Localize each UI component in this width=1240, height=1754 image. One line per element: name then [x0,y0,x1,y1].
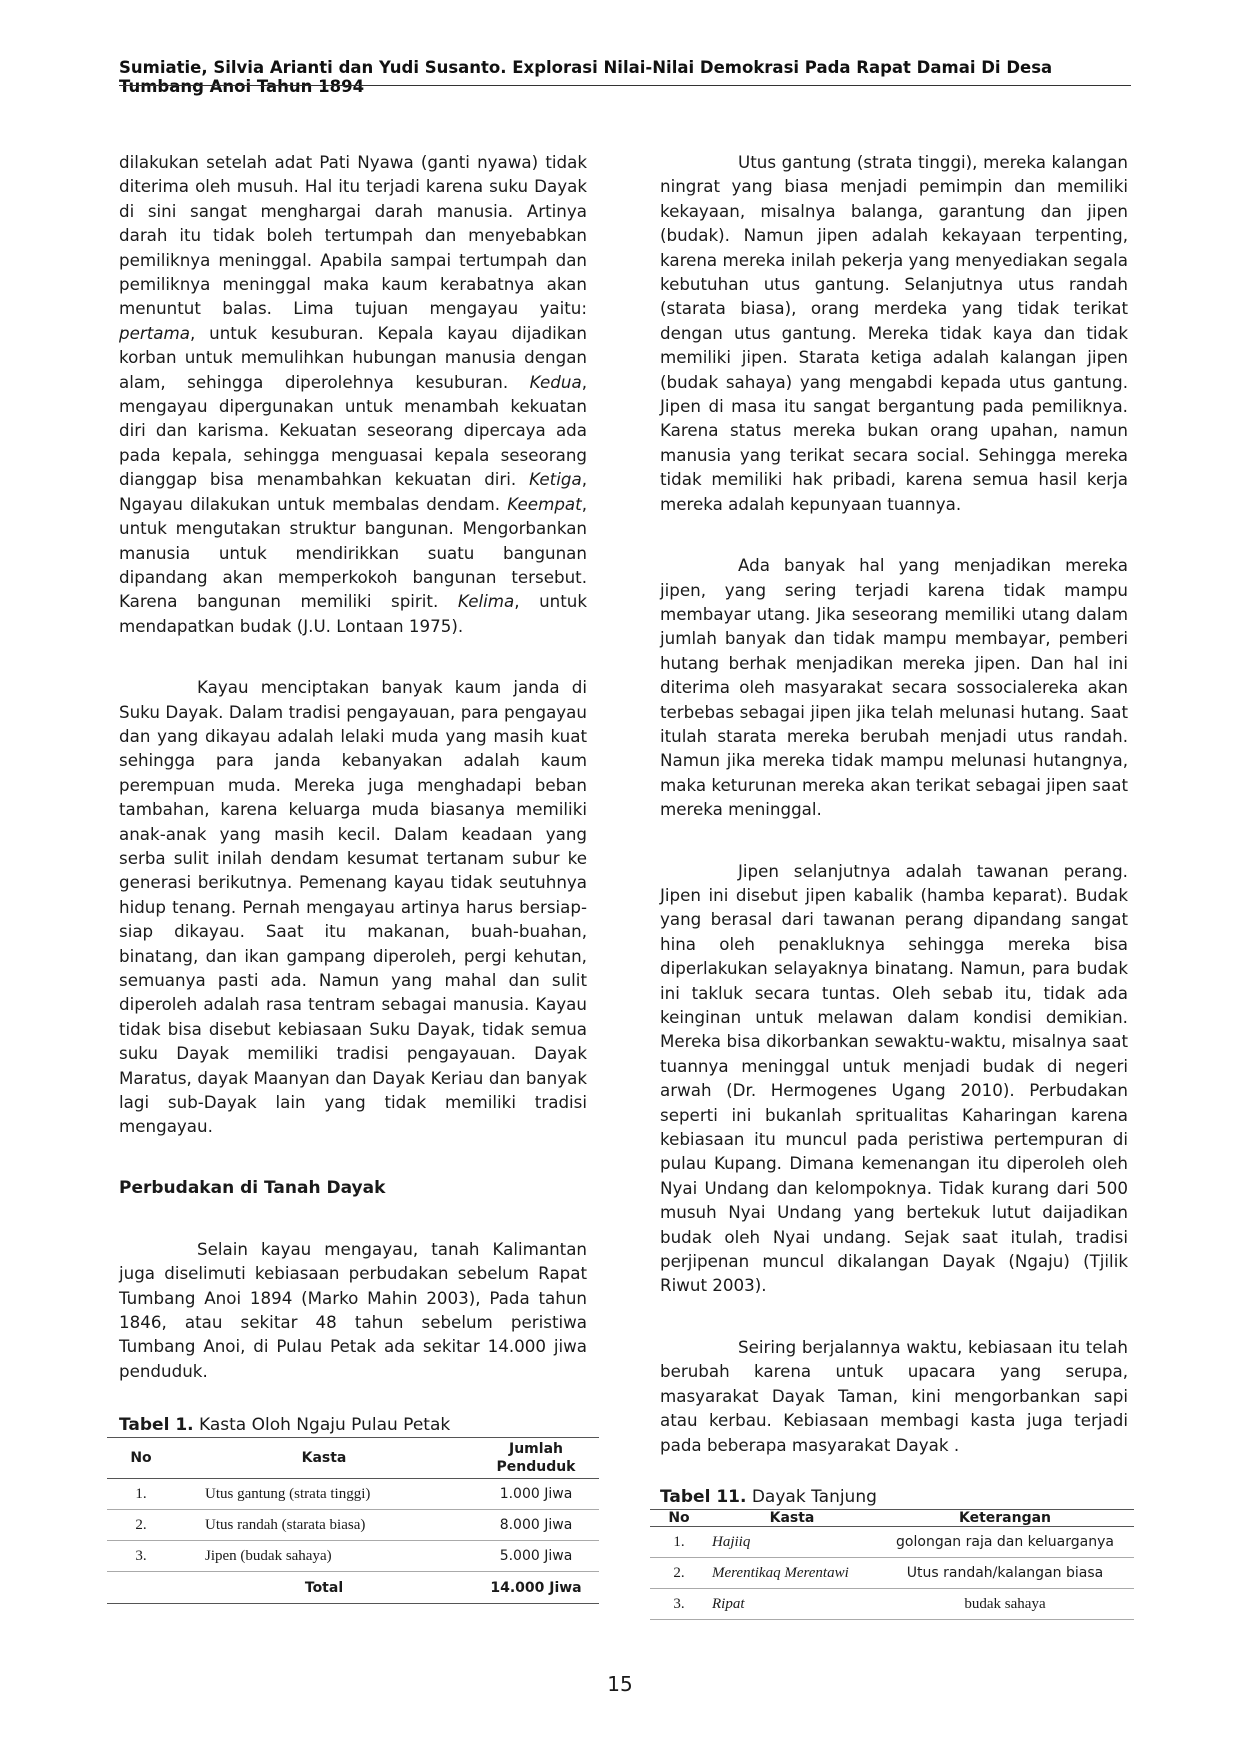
body-paragraph: Utus gantung (strata tinggi), mereka kalangan ningrat yang biasa menjadi pemimpin dan memiliki kekayaan, misalnya balanga, garantung dan jipen (budak). Namun jipen adalah kekayaan terpenting, karena mereka inilah pekerja yang menyediakan segala kebutuhan utus gantung. Selanjutnya utus randah (starata biasa), orang merdeka yang tidak terikat dengan utus gantung. Mereka tidak kaya dan tidak memiliki jipen. Starata ketiga adalah kalangan jipen (budak sahaya) yang mengabdi kepada utus gantung. Jipen di masa itu sangat bergantung pada pemiliknya. Karena status mereka bukan orang upahan, namun manusia yang terikat secara social. Sehingga mereka tidak memiliki hak pribadi, karena semua hasil kerja mereka adalah kepunyaan tuannya. [660,152,1128,514]
table-row: 2. Utus randah (starata biasa) 8.000 Jiwa [107,1510,599,1541]
column-header: Kasta [708,1509,876,1526]
table-caption: Tabel 11. Dayak Tanjung [660,1486,877,1507]
right-column [660,150,1128,1620]
running-head: Sumiatie, Silvia Arianti dan Yudi Susanto. Explorasi Nilai-Nilai Demokrasi Pada Rapat Damai Di Desa Tumbang Anoi Tahun 1894 [119,58,1053,96]
table-row: 2. Merentikaq Merentawi Utus randah/kalangan biasa [650,1557,1134,1588]
section-heading: Perbudakan di Tanah Dayak [119,1177,386,1198]
body-paragraph: Kayau menciptakan banyak kaum janda di Suku Dayak. Dalam tradisi pengayauan, para pengayau dan yang dikayau adalah lelaki muda yang masih kuat sehingga para janda kebanyakan adalah kaum perempuan muda. Mereka juga menghadapi beban tambahan, karena keluarga muda biasanya memiliki anak-anak yang masih kecil. Dalam keadaan yang serba sulit inilah dendam kesumat tertanam subur ke generasi berikutnya. Pemenang kayau tidak seutuhnya hidup tenang. Pernah mengayau artinya harus bersiap-siap dikayau. Saat itu makanan, buah-buahan, binatang, dan ikan gampang diperoleh, pergi kehutan, semuanya pasti ada. Namun yang mahal dan sulit diperoleh adalah rasa tentram sebagai manusia. Kayau tidak bisa disebut kebiasaan Suku Dayak, tidak semua suku Dayak memiliki tradisi pengayauan. Dayak Maratus, dayak Maanyan dan Dayak Keriau dan banyak lagi sub-Dayak lain yang tidak memiliki tradisi mengayau. [119,677,587,1137]
body-paragraph: dilakukan setelah adat Pati Nyawa (ganti nyawa) tidak diterima oleh musuh. Hal itu terjadi karena suku Dayak di sini sangat menghargai darah manusia. Artinya darah itu tidak boleh tertumpah dan menyebabkan pemiliknya meninggal. Apabila sampai tertumpah dan pemiliknya meninggal maka kaum kerabatnya akan menuntut balas. Lima tujuan mengayau yaitu: pertama, untuk kesuburan. Kepala kayau dijadikan korban untuk memulihkan hubungan manusia dengan alam, sehingga diperolehnya kesuburan. Kedua, mengayau dipergunakan untuk menambah kekuatan diri dan karisma. Kekuatan seseorang dipercaya ada pada kepala, sehingga menguasai kepala seseorang dianggap bisa menambahkan kekuatan diri. Ketiga, Ngayau dilakukan untuk membalas dendam. Keempat, untuk mengutakan struktur bangunan. Mengorbankan manusia untuk mendirikkan suatu bangunan dipandang akan memperkokoh bangunan tersebut. Karena bangunan memiliki spirit. Kelima, untuk mendapatkan budak (J.U. Lontaan 1975). [119,152,588,636]
header-rule [119,85,1131,86]
table-row: 3. Ripat budak sahaya [650,1588,1134,1619]
body-paragraph: Seiring berjalannya waktu, kebiasaan itu telah berubah karena untuk upacara yang serupa, masyarakat Dayak Taman, kini mengorbankan sapi atau kerbau. Kebiasaan membagi kasta juga terjadi pada beberapa masyarakat Dayak . [660,1336,1128,1455]
table-caption: Tabel 1. Kasta Oloh Ngaju Pulau Petak [119,1415,451,1436]
body-paragraph: Jipen selanjutnya adalah tawanan perang. Jipen ini disebut jipen kabalik (hamba keparat). Budak yang berasal dari tawanan perang dipandang sangat hina oleh penakluknya sehingga mereka bisa diperlakukan selayaknya binatang. Namun, para budak ini takluk secara tuntas. Oleh sebab itu, tidak ada keinginan untuk melawan dalam kondisi demikian. Mereka bisa dikorbankan sewaktu-waktu, misalnya saat tuannya meninggal untuk menjadi budak di negeri arwah (Dr. Hermogenes Ugang 2010). Perbudakan seperti ini bukanlah spritualitas Kaharingan karena kebiasaan itu muncul pada peristiwa pertempuran di pulau Kupang. Dimana kemenangan itu diperoleh oleh Nyai Undang dan kelompoknya. Tidak kurang dari 500 musuh Nyai Undang yang bertekuk lutut daijadikan budak oleh Nyai undang. Sejak saat itulah, tradisi perjipenan muncul dikalangan Dayak (Ngaju) (Tjilik Riwut 2003). [660,860,1128,1296]
table-row: 1. Hajiiq golongan raja dan keluarganya [650,1526,1134,1557]
column-header: No [650,1509,708,1526]
caste-population-table [107,1437,599,1604]
table-row: 3. Jipen (budak sahaya) 5.000 Jiwa [107,1541,599,1572]
column-header: Keterangan [876,1509,1134,1526]
left-column [119,150,587,1604]
column-header: Jumlah Penduduk [473,1438,599,1479]
column-header: No [107,1438,175,1479]
page-number: 15 [607,1672,633,1696]
column-header: Kasta [175,1438,473,1479]
table-row: 1. Utus gantung (strata tinggi) 1.000 Jiwa [107,1479,599,1510]
table-total-row: Total 14.000 Jiwa [107,1572,599,1604]
body-paragraph: Selain kayau mengayau, tanah Kalimantan juga diselimuti kebiasaan perbudakan sebelum Rapat Tumbang Anoi 1894 (Marko Mahin 2003), Pada tahun 1846, atau sekitar 48 tahun sebelum peristiwa Tumbang Anoi, di Pulau Petak ada sekitar 14.000 jiwa penduduk. [119,1238,587,1381]
dayak-tanjung-table [650,1509,1134,1620]
body-paragraph: Ada banyak hal yang menjadikan mereka jipen, yang sering terjadi karena tidak mampu membayar utang. Jika seseorang memiliki utang dalam jumlah banyak dan tidak mampu membayar, pemberi hutang berhak menjadikan mereka jipen. Dan hal ini diterima oleh masyarakat secara sossocialereka akan terbebas sebagai jipen jika telah melunasi hutang. Saat itulah starata mereka berubah menjadi utus randah. Namun jika mereka tidak mampu melunasi hutangnya, maka keturunan mereka akan terikat sebagai jipen saat mereka meninggal. [660,555,1128,820]
